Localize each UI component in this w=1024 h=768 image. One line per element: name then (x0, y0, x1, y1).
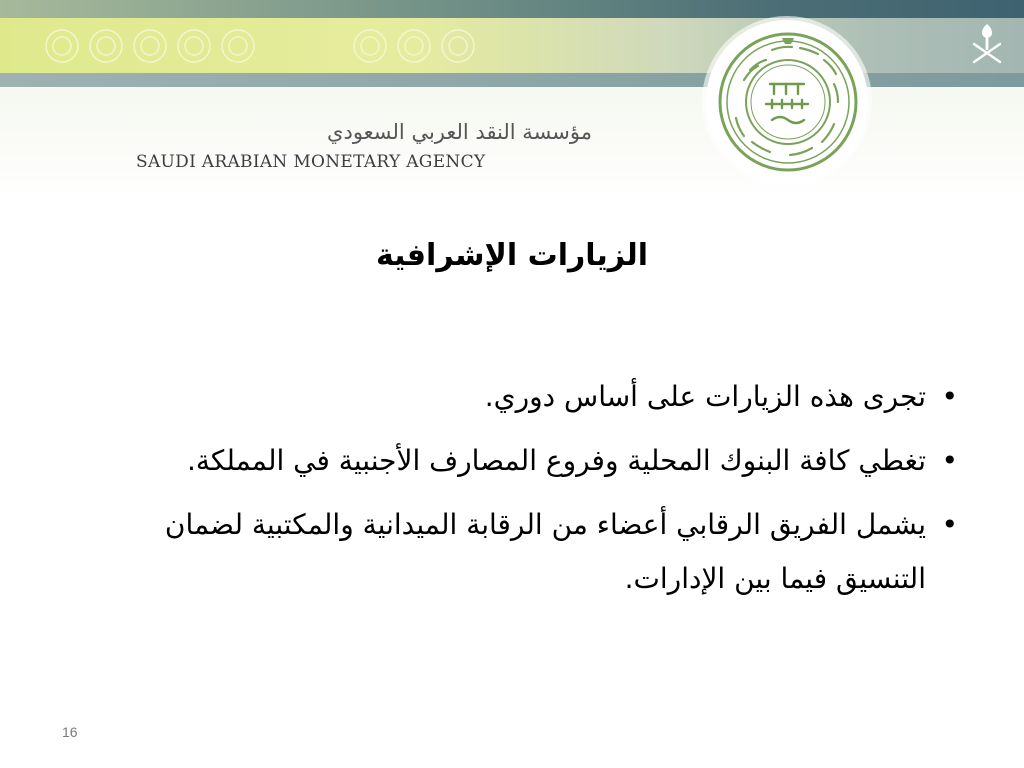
bullet-text: يشمل الفريق الرقابي أعضاء من الرقابة الميدانية والمكتبية لضمان التنسيق فيما بين الإدارات. (164, 508, 926, 595)
organization-name-arabic: مؤسسة النقد العربي السعودي (327, 120, 592, 144)
bullet-icon: • (941, 380, 958, 413)
header-top-bar (0, 0, 1024, 18)
bullet-text: تجرى هذه الزيارات على أساس دوري. (484, 380, 926, 413)
slide-title: الزيارات الإشرافية (375, 238, 649, 273)
header-steel-band (0, 73, 1024, 87)
page-number: 16 (62, 724, 78, 740)
bullet-icon: • (941, 508, 958, 541)
bullet-text: تغطي كافة البنوك المحلية وفروع المصارف الأجنبية في المملكة. (186, 444, 926, 477)
bullet-item (92, 370, 962, 424)
bullet-item (92, 434, 962, 488)
saudi-emblem-icon (970, 22, 1004, 66)
decorative-pattern (40, 24, 480, 68)
organization-name-english: SAUDI ARABIAN MONETARY AGENCY (136, 152, 486, 172)
sama-seal-icon (716, 30, 860, 174)
bullet-item (92, 498, 962, 606)
bullet-icon: • (941, 444, 958, 477)
bullet-list (92, 370, 962, 616)
